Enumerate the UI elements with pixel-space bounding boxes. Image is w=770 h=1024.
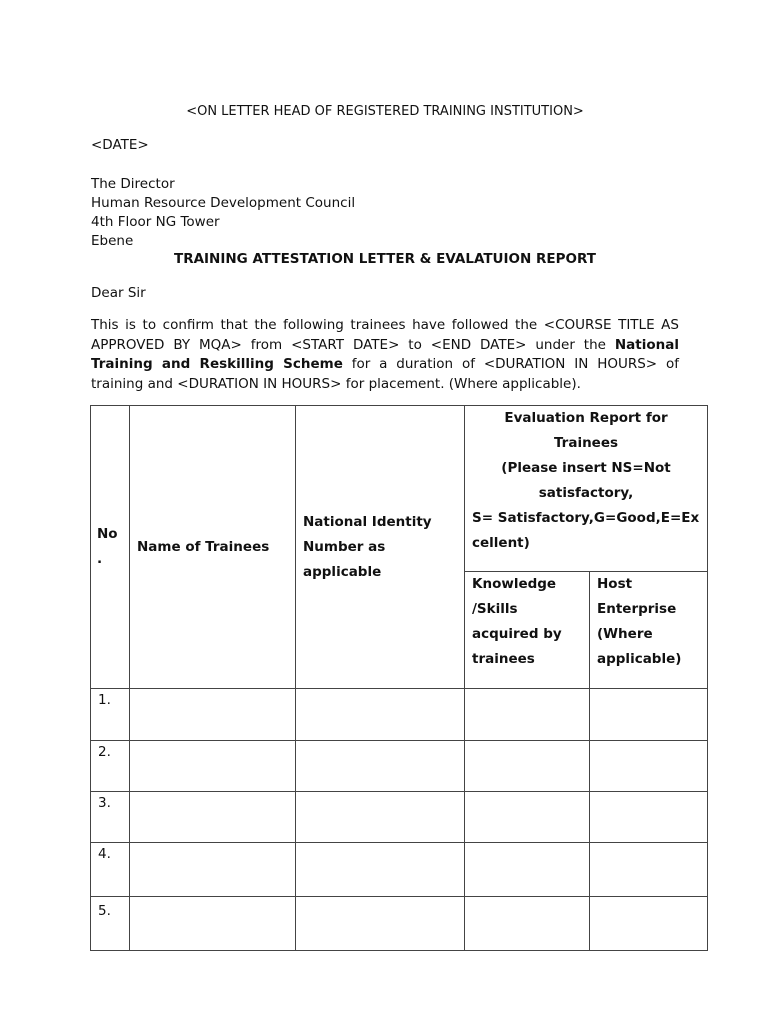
date-placeholder: <DATE> xyxy=(91,137,149,153)
knowledge-cell xyxy=(465,741,590,792)
address-line: The Director xyxy=(91,176,175,192)
document-title: TRAINING ATTESTATION LETTER & EVALATUION REPORT xyxy=(173,251,596,267)
letterhead-placeholder: <ON LETTER HEAD OF REGISTERED TRAINING INSTITUTION> xyxy=(186,104,584,119)
row-number: 4. xyxy=(91,843,130,897)
national-id-cell xyxy=(296,792,465,843)
header-knowledge-skills: Knowledge /Skills acquired by trainees xyxy=(465,572,590,689)
table-row xyxy=(91,843,708,897)
national-id-cell xyxy=(296,843,465,897)
row-number: 5. xyxy=(91,897,130,951)
evaluation-instructions: (Please insert NS=Not satisfactory, xyxy=(501,460,671,501)
row-number: 1. xyxy=(91,689,130,741)
address-line: Human Resource Development Council xyxy=(91,195,356,211)
evaluation-scale: S= Satisfactory,G=Good,E=Excellent) xyxy=(472,510,700,551)
row-number: 3. xyxy=(91,792,130,843)
table-row xyxy=(91,689,708,741)
national-id-cell xyxy=(296,897,465,951)
national-id-cell xyxy=(296,689,465,741)
knowledge-cell xyxy=(465,689,590,741)
knowledge-cell xyxy=(465,843,590,897)
host-enterprise-cell xyxy=(590,897,708,951)
header-host-enterprise: Host Enterprise (Where applicable) xyxy=(590,572,708,689)
address-line: 4th Floor NG Tower xyxy=(91,214,220,230)
host-enterprise-cell xyxy=(590,792,708,843)
knowledge-cell xyxy=(465,897,590,951)
host-enterprise-cell xyxy=(590,689,708,741)
trainee-name-cell xyxy=(130,792,296,843)
host-enterprise-cell xyxy=(590,843,708,897)
header-name: Name of Trainees xyxy=(130,406,296,689)
national-id-cell xyxy=(296,741,465,792)
address-line: Ebene xyxy=(91,233,134,249)
header-national-id: National Identity Number as applicable xyxy=(296,406,465,689)
trainee-name-cell xyxy=(130,897,296,951)
header-no-label: No . xyxy=(97,526,118,567)
trainees-table xyxy=(90,405,708,951)
scheme-name: National Training and Reskilling Scheme xyxy=(91,336,679,372)
body-paragraph xyxy=(91,316,679,394)
trainee-name-cell xyxy=(130,689,296,741)
header-evaluation xyxy=(465,406,708,572)
salutation: Dear Sir xyxy=(91,285,146,301)
host-enterprise-cell xyxy=(590,741,708,792)
paragraph-text: for a duration of <DURATION IN HOURS> of training and <DURATION IN HOURS> for placement. (Where applicable). xyxy=(91,356,679,392)
trainee-name-cell xyxy=(130,741,296,792)
row-number: 2. xyxy=(91,741,130,792)
table-row xyxy=(91,897,708,951)
trainee-name-cell xyxy=(130,843,296,897)
knowledge-cell xyxy=(465,792,590,843)
paragraph-text: This is to confirm that the following trainees have followed the <COURSE TITLE AS APPROVED BY MQA> from <START DATE> to <END DATE> under the xyxy=(91,317,679,353)
table-row xyxy=(91,741,708,792)
recipient-address xyxy=(91,175,355,251)
header-no xyxy=(91,406,130,689)
table-row xyxy=(91,792,708,843)
evaluation-title: Evaluation Report for Trainees xyxy=(504,410,668,451)
